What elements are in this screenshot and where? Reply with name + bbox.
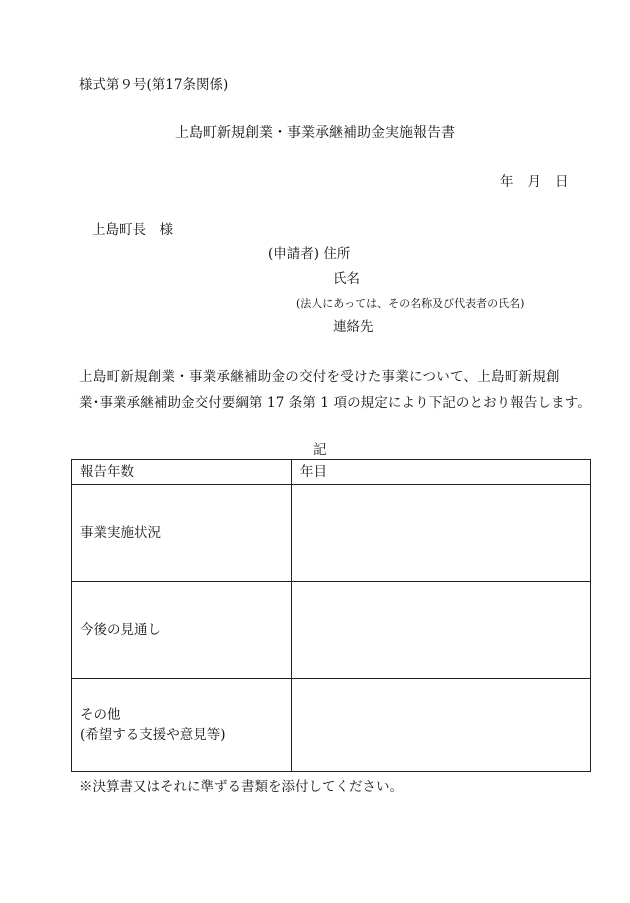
date-line	[500, 173, 569, 191]
report-years-field[interactable]: 年目	[292, 460, 591, 485]
row-label-other-line-1: その他	[80, 707, 121, 723]
date-month-label: 月	[527, 174, 541, 190]
body-text-line-1: 上島町新規創業・事業承継補助金の交付を受けた事業について、上島町新規創	[79, 369, 560, 385]
row-label-other-line-2: (希望する支援や意見等)	[80, 727, 226, 743]
footnote: ※決算書又はそれに準ずる書類を添付してください。	[79, 779, 403, 795]
table-row	[72, 460, 591, 485]
form-number: 様式第９号(第17条関係)	[79, 77, 229, 93]
row-label-other	[72, 679, 292, 772]
outlook-field[interactable]	[292, 582, 591, 679]
document-title: 上島町新規創業・事業承継補助金実施報告書	[175, 125, 455, 141]
date-year-label: 年	[500, 174, 514, 190]
table-row	[72, 582, 591, 679]
other-field[interactable]	[292, 679, 591, 772]
date-day-label: 日	[555, 174, 569, 190]
ki-heading: 記	[313, 442, 327, 458]
table-row	[72, 485, 591, 582]
row-label-report-years: 報告年数	[72, 460, 292, 485]
row-label-outlook: 今後の見通し	[72, 582, 292, 679]
report-table	[71, 459, 591, 772]
table-row	[72, 679, 591, 772]
applicant-contact-label: 連絡先	[333, 319, 374, 335]
applicant-address-label: (申請者) 住所	[268, 246, 351, 262]
addressee: 上島町長 様	[92, 222, 173, 238]
applicant-name-note: (法人にあっては、その名称及び代表者の氏名)	[296, 297, 525, 310]
row-label-implementation-status: 事業実施状況	[72, 485, 292, 582]
applicant-name-label: 氏名	[333, 271, 360, 287]
implementation-status-field[interactable]	[292, 485, 591, 582]
body-text-line-2: 業･事業承継補助金交付要綱第 17 条第 1 項の規定により下記のとおり報告します。	[79, 395, 591, 411]
